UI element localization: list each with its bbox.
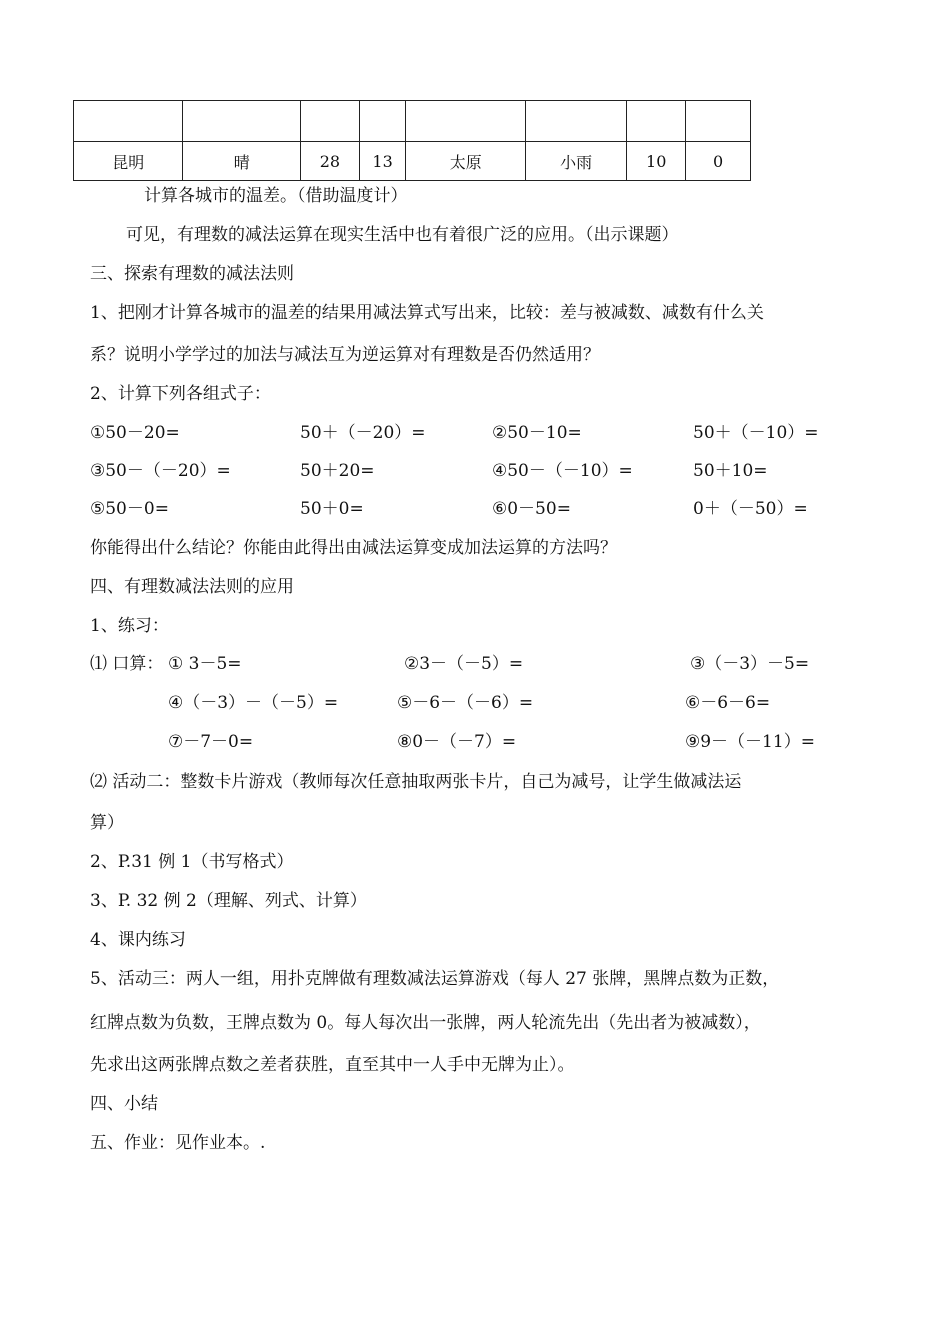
table-cell: 太原	[406, 142, 526, 181]
exercise-item: 50＋20=	[300, 461, 375, 481]
weather-table	[73, 100, 751, 181]
oral-item: ⑧0－（－7）=	[397, 732, 517, 752]
table-cell	[183, 101, 301, 142]
activity-3-line-1: 5、活动三：两人一组，用扑克牌做有理数减法运算游戏（每人 27 张牌，黑牌点数为正数，	[90, 969, 780, 989]
example-2-text: 3、P. 32 例 2（理解、列式、计算）	[90, 891, 367, 911]
exercise-item: ⑤50－0=	[90, 499, 169, 519]
homework-text: 五、作业：见作业本。.	[90, 1133, 266, 1153]
table-cell	[406, 101, 526, 142]
exercise-item: ③50－（－20）=	[90, 461, 231, 481]
oral-label: ⑴ 口算：	[90, 654, 164, 674]
example-1-text: 2、P.31 例 1（书写格式）	[90, 852, 294, 872]
oral-item: ⑦－7－0=	[168, 732, 254, 752]
exercise-item: 50＋10=	[693, 461, 768, 481]
question-1-line-2: 系？说明小学学过的加法与减法互为逆运算对有理数是否仍然适用？	[90, 345, 600, 365]
table-cell: 10	[627, 142, 686, 181]
table-cell	[525, 101, 626, 142]
summary-heading: 四、小结	[90, 1094, 158, 1114]
exercise-item: ②50－10=	[492, 423, 582, 443]
table-cell: 小雨	[525, 142, 626, 181]
in-class-practice: 4、课内练习	[90, 930, 186, 950]
exercise-item: ④50－（－10）=	[492, 461, 633, 481]
table-cell	[627, 101, 686, 142]
exercise-item: 50＋0=	[300, 499, 364, 519]
table-row	[74, 101, 751, 142]
oral-item: ⑥－6－6=	[685, 693, 771, 713]
activity-3-line-3: 先求出这两张牌点数之差者获胜，直至其中一人手中无牌为止）。	[90, 1055, 575, 1075]
exercise-item: 0＋（－50）=	[693, 499, 808, 519]
oral-item: ⑨9－（－11）=	[685, 732, 815, 752]
table-cell: 晴	[183, 142, 301, 181]
table-cell	[301, 101, 360, 142]
section-3-heading: 三、探索有理数的减法法则	[90, 264, 294, 284]
exercise-item: ①50－20=	[90, 423, 180, 443]
table-row	[74, 142, 751, 181]
question-2-text: 2、计算下列各组式子：	[90, 384, 271, 404]
application-text: 可见，有理数的减法运算在现实生活中也有着很广泛的应用。（出示课题）	[126, 225, 679, 245]
table-cell	[74, 101, 183, 142]
oral-item: ②3－（－5）=	[404, 654, 524, 674]
practice-heading: 1、练习：	[90, 616, 169, 636]
activity-3-line-2: 红牌点数为负数，王牌点数为 0。每人每次出一张牌，两人轮流先出（先出者为被减数），	[90, 1013, 761, 1033]
calc-temp-text: 计算各城市的温差。（借助温度计）	[144, 186, 408, 206]
table-cell: 28	[301, 142, 360, 181]
table-cell: 13	[359, 142, 406, 181]
activity-2-line-1: ⑵ 活动二：整数卡片游戏（教师每次任意抽取两张卡片，自己为减号，让学生做减法运	[90, 772, 742, 792]
table-cell: 0	[686, 142, 751, 181]
section-4-heading: 四、有理数减法法则的应用	[90, 577, 294, 597]
exercise-item: ⑥0－50=	[492, 499, 571, 519]
activity-2-line-2: 算）	[90, 813, 124, 833]
conclusion-question: 你能得出什么结论？你能由此得出由减法运算变成加法运算的方法吗？	[90, 538, 617, 558]
question-1-line-1: 1、把刚才计算各城市的温差的结果用减法算式写出来，比较：差与被减数、减数有什么关	[90, 303, 764, 323]
oral-item: ① 3－5=	[168, 654, 242, 674]
oral-item: ⑤－6－（－6）=	[397, 693, 534, 713]
exercise-item: 50＋（－20）=	[300, 423, 426, 443]
oral-item: ③（－3）－5=	[690, 654, 810, 674]
table-cell	[686, 101, 751, 142]
exercise-item: 50＋（－10）=	[693, 423, 819, 443]
oral-item: ④（－3）－（－5）=	[168, 693, 339, 713]
table-cell	[359, 101, 406, 142]
table-cell: 昆明	[74, 142, 183, 181]
